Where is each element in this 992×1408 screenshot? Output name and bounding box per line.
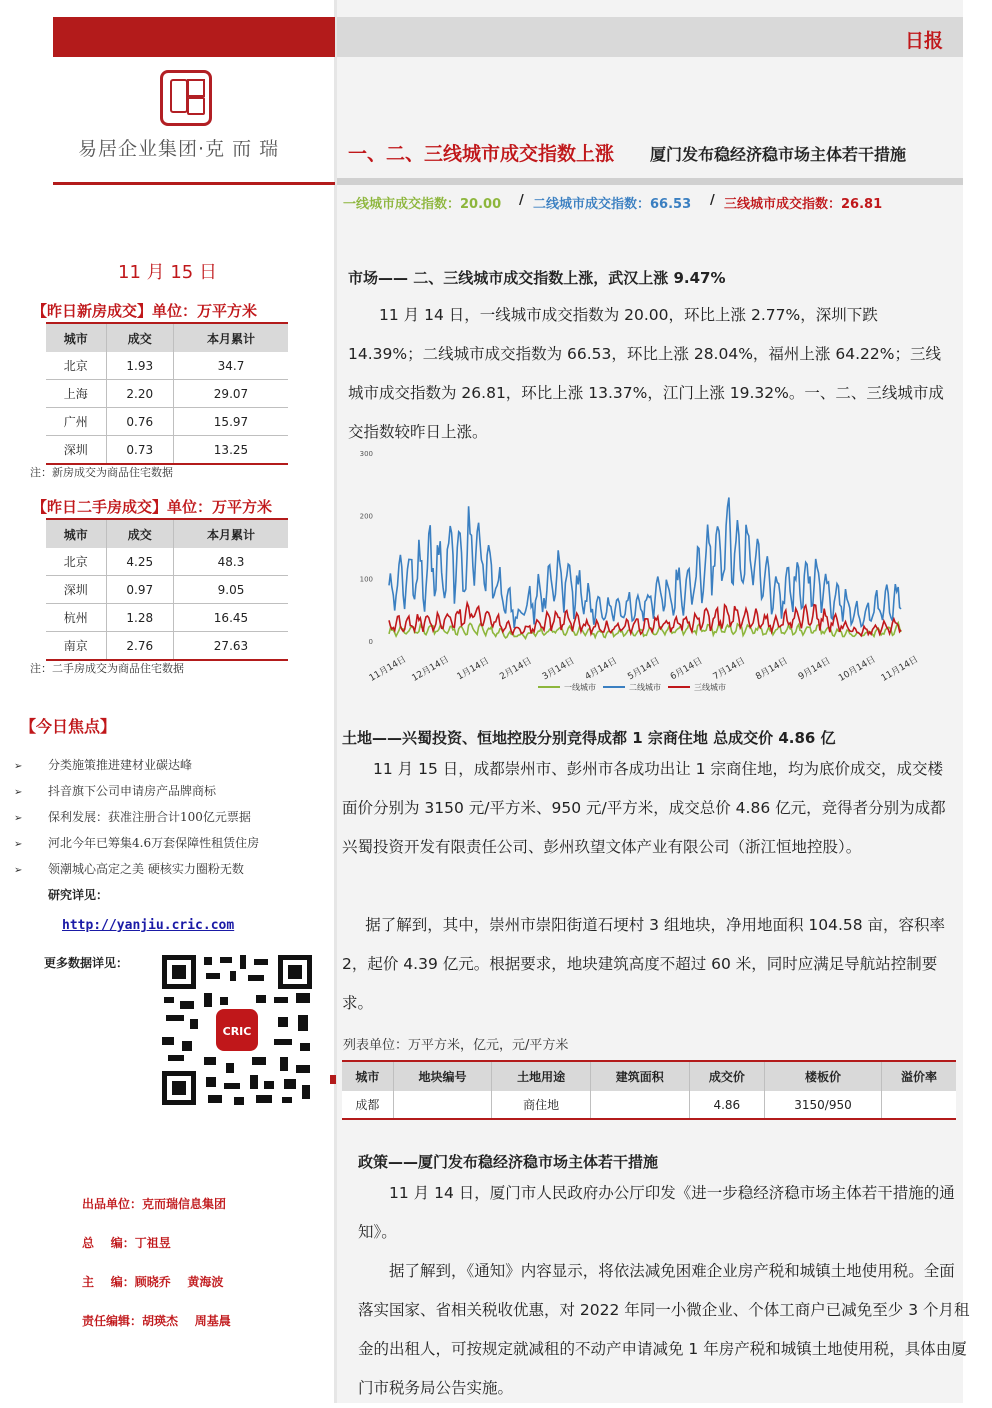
table-cell: 48.3 xyxy=(173,548,288,576)
arrow-bullet-icon: ➢ xyxy=(14,761,23,772)
policy-paragraph-1 xyxy=(358,1174,970,1252)
legend-label: 二线城市 xyxy=(629,683,661,692)
index-separator: / xyxy=(710,193,715,208)
market-title: 市场—— 二、三线城市成交指数上涨，武汉上涨 9.47% xyxy=(348,269,726,287)
legend-label: 三线城市 xyxy=(694,683,726,692)
new-house-table xyxy=(46,322,288,465)
focus-item[interactable] xyxy=(14,808,251,825)
left-column xyxy=(0,0,336,1403)
x-tick-label: 3月14日 xyxy=(540,656,577,683)
research-label: 研究详见： xyxy=(48,888,109,902)
table-cell: 1.93 xyxy=(106,352,173,380)
x-tick-label: 5月14日 xyxy=(626,656,662,683)
new-house-note: 注：新房成交为商品住宅数据 xyxy=(30,466,173,479)
table-row xyxy=(46,408,288,436)
legend-label: 一线城市 xyxy=(564,683,596,692)
header-divider-right xyxy=(337,178,963,185)
arrow-bullet-icon: ➢ xyxy=(14,787,23,798)
table-cell: 34.7 xyxy=(173,352,288,380)
table-header: 溢价率 xyxy=(882,1061,957,1091)
table-row xyxy=(342,1091,956,1119)
table-cell xyxy=(882,1091,957,1119)
table-header: 建筑面积 xyxy=(591,1061,690,1091)
table-header: 成交 xyxy=(106,519,173,548)
table-cell: 0.97 xyxy=(106,576,173,604)
table-cell: 0.73 xyxy=(106,436,173,465)
table-row xyxy=(46,352,288,380)
table-unit-note: 列表单位：万平方米，亿元，元/平方米 xyxy=(343,1038,569,1053)
daily-label: 日报 xyxy=(905,30,944,52)
table-cell: 29.07 xyxy=(173,380,288,408)
x-tick-label: 8月14日 xyxy=(754,656,790,683)
x-tick-label: 6月14日 xyxy=(668,656,705,683)
credit-publisher: 出品单位：克而瑞信息集团 xyxy=(82,1197,227,1211)
x-tick-label: 10月14日 xyxy=(837,654,878,684)
land-title: 土地——兴蜀投资、恒地控股分别竞得成都 1 宗商住地 总成交价 4.86 亿 xyxy=(342,729,836,747)
table-cell: 0.76 xyxy=(106,408,173,436)
tier1-index: 一线城市成交指数：20.00 xyxy=(343,197,502,212)
focus-item[interactable] xyxy=(14,834,259,851)
table-cell: 深圳 xyxy=(46,576,106,604)
table-cell: 广州 xyxy=(46,408,106,436)
table-cell: 3150/950 xyxy=(765,1091,882,1119)
qr-logo-text: CRIC xyxy=(222,1025,252,1038)
focus-item-label: 抖音旗下公司申请房产品牌商标 xyxy=(48,784,217,798)
table-cell: 2.20 xyxy=(106,380,173,408)
x-tick-label: 9月14日 xyxy=(796,656,833,683)
x-tick-label: 12月14日 xyxy=(410,654,451,684)
report-date: 11 月 15 日 xyxy=(118,262,217,283)
main-headline: 一、二、三线城市成交指数上涨 xyxy=(348,143,615,165)
focus-item[interactable] xyxy=(14,782,216,799)
second-house-note: 注：二手房成交为商品住宅数据 xyxy=(30,662,184,675)
x-tick-label: 2月14日 xyxy=(498,656,534,683)
x-tick-label: 7月14日 xyxy=(711,656,748,683)
second-house-table xyxy=(46,518,288,661)
header-grey-bar xyxy=(337,17,963,57)
table-cell: 商住地 xyxy=(492,1091,591,1119)
policy-text-1: 11 月 14 日，厦门市人民政府办公厅印发《进一步稳经济稳市场主体若干措施的通知》。 xyxy=(358,1184,955,1241)
header-divider-left xyxy=(53,182,335,185)
more-data-label: 更多数据详见： xyxy=(44,956,129,970)
y-tick-label: 200 xyxy=(359,512,373,521)
x-tick-label: 11月14日 xyxy=(879,654,921,684)
new-house-title: 【昨日新房成交】单位：万平方米 xyxy=(32,302,258,320)
x-tick-label: 4月14日 xyxy=(583,656,620,683)
policy-text-2: 据了解到，《通知》内容显示，将依法减免困难企业房产税和城镇土地使用税。全面落实国家、省相关税收优惠，对 2022 年同一小微企业、个体工商户已减免至少 3 个月租金的出租人，可按规定就减租的不动产申请减免 1 年房产税和城镇土地使用税，具体由厦门市税务局公告实施。 xyxy=(358,1262,970,1397)
table-cell: 南京 xyxy=(46,632,106,661)
company-name: 易居企业集团·克 而 瑞 xyxy=(78,138,280,160)
table-cell: 深圳 xyxy=(46,436,106,465)
focus-item-label: 分类施策推进建材业碳达峰 xyxy=(48,758,193,772)
table-header: 城市 xyxy=(46,519,106,548)
second-house-title: 【昨日二手房成交】单位：万平方米 xyxy=(32,498,273,516)
table-cell: 上海 xyxy=(46,380,106,408)
focus-item[interactable] xyxy=(14,860,244,877)
land-paragraph-2 xyxy=(342,906,948,1023)
focus-item[interactable] xyxy=(14,756,192,773)
y-tick-label: 0 xyxy=(368,638,373,646)
table-header: 本月累计 xyxy=(173,519,288,548)
table-header: 土地用途 xyxy=(492,1061,591,1091)
table-cell: 16.45 xyxy=(173,604,288,632)
table-cell: 成都 xyxy=(342,1091,393,1119)
y-tick-label: 100 xyxy=(359,575,373,584)
qr-code-icon[interactable] xyxy=(160,953,314,1107)
credit-editors: 主 编：顾晓乔 黄海波 xyxy=(82,1275,224,1289)
header-red-bar xyxy=(53,17,335,57)
table-header: 地块编号 xyxy=(393,1061,492,1091)
table-cell: 15.97 xyxy=(173,408,288,436)
research-link[interactable]: http://yanjiu.cric.com xyxy=(62,918,235,933)
table-cell: 13.25 xyxy=(173,436,288,465)
land-deal-table xyxy=(342,1060,956,1120)
policy-title: 政策——厦门发布稳经济稳市场主体若干措施 xyxy=(358,1153,659,1171)
column-divider xyxy=(334,0,337,1403)
table-header: 城市 xyxy=(342,1061,393,1091)
market-paragraph xyxy=(348,296,948,452)
series-line-1 xyxy=(389,623,901,639)
y-tick-label: 300 xyxy=(359,450,373,458)
table-cell xyxy=(393,1091,492,1119)
credit-chief-editor: 总 编：丁祖昱 xyxy=(82,1236,171,1250)
market-text: 11 月 14 日，一线城市成交指数为 20.00，环比上涨 2.77%，深圳下跌 14.39%；二线城市成交指数为 66.53，环比上涨 28.04%，福州上涨 64.22%；三线城市成交指数为 26.81，环比上涨 13.37%，江门上涨 19.32%。一、二、三线城市成交指数较昨日上涨。 xyxy=(348,306,944,441)
x-tick-label: 11月14日 xyxy=(367,654,409,684)
table-cell: 1.28 xyxy=(106,604,173,632)
tier2-index: 二线城市成交指数：66.53 xyxy=(533,197,692,212)
arrow-bullet-icon: ➢ xyxy=(14,839,23,850)
arrow-bullet-icon: ➢ xyxy=(14,813,23,824)
table-cell xyxy=(591,1091,690,1119)
table-cell: 27.63 xyxy=(173,632,288,661)
table-row xyxy=(46,576,288,604)
index-line-chart xyxy=(343,445,923,700)
table-header: 成交价 xyxy=(689,1061,764,1091)
x-tick-label: 1月14日 xyxy=(455,656,492,683)
table-cell: 9.05 xyxy=(173,576,288,604)
focus-title: 【今日焦点】 xyxy=(20,717,117,736)
table-row xyxy=(46,380,288,408)
table-header: 楼板价 xyxy=(765,1061,882,1091)
table-cell: 4.86 xyxy=(689,1091,764,1119)
table-header: 成交 xyxy=(106,323,173,352)
focus-item-label: 领潮城心高定之美 硬核实力圈粉无数 xyxy=(48,862,244,876)
table-cell: 4.25 xyxy=(106,548,173,576)
table-header: 本月累计 xyxy=(173,323,288,352)
land-paragraph-1 xyxy=(342,750,948,867)
index-separator: / xyxy=(519,193,524,208)
table-row xyxy=(46,548,288,576)
tier3-index: 三线城市成交指数：26.81 xyxy=(724,197,883,212)
company-logo-icon xyxy=(160,70,212,126)
table-row xyxy=(46,604,288,632)
table-cell: 北京 xyxy=(46,548,106,576)
sub-headline: 厦门发布稳经济稳市场主体若干措施 xyxy=(650,145,907,164)
credit-responsible-editors: 责任编辑：胡瑛杰 周基晨 xyxy=(82,1314,231,1328)
decorative-mark xyxy=(330,1075,336,1084)
arrow-bullet-icon: ➢ xyxy=(14,865,23,876)
table-cell: 2.76 xyxy=(106,632,173,661)
table-cell: 杭州 xyxy=(46,604,106,632)
table-row xyxy=(46,632,288,661)
focus-item-label: 保利发展：获准注册合计100亿元票据 xyxy=(48,810,251,824)
table-cell: 北京 xyxy=(46,352,106,380)
table-row xyxy=(46,436,288,465)
policy-paragraph-2 xyxy=(358,1252,970,1408)
land-text-1: 11 月 15 日，成都崇州市、彭州市各成功出让 1 宗商住地，均为底价成交，成交楼面价分别为 3150 元/平方米、950 元/平方米，成交总价 4.86 亿元，竞得者分别为成都兴蜀投资开发有限责任公司、彭州玖望文体产业有限公司（浙江恒地控股）。 xyxy=(342,760,946,856)
land-text-2: 据了解到，其中，崇州市崇阳街道石埂村 3 组地块，净用地面积 104.58 亩，容积率 2，起价 4.39 亿元。根据要求，地块建筑高度不超过 60 米，同时应满足导航站控制要求。 xyxy=(342,916,946,1012)
focus-item-label: 河北今年已筹集4.6万套保障性租赁住房 xyxy=(48,836,260,850)
table-header: 城市 xyxy=(46,323,106,352)
